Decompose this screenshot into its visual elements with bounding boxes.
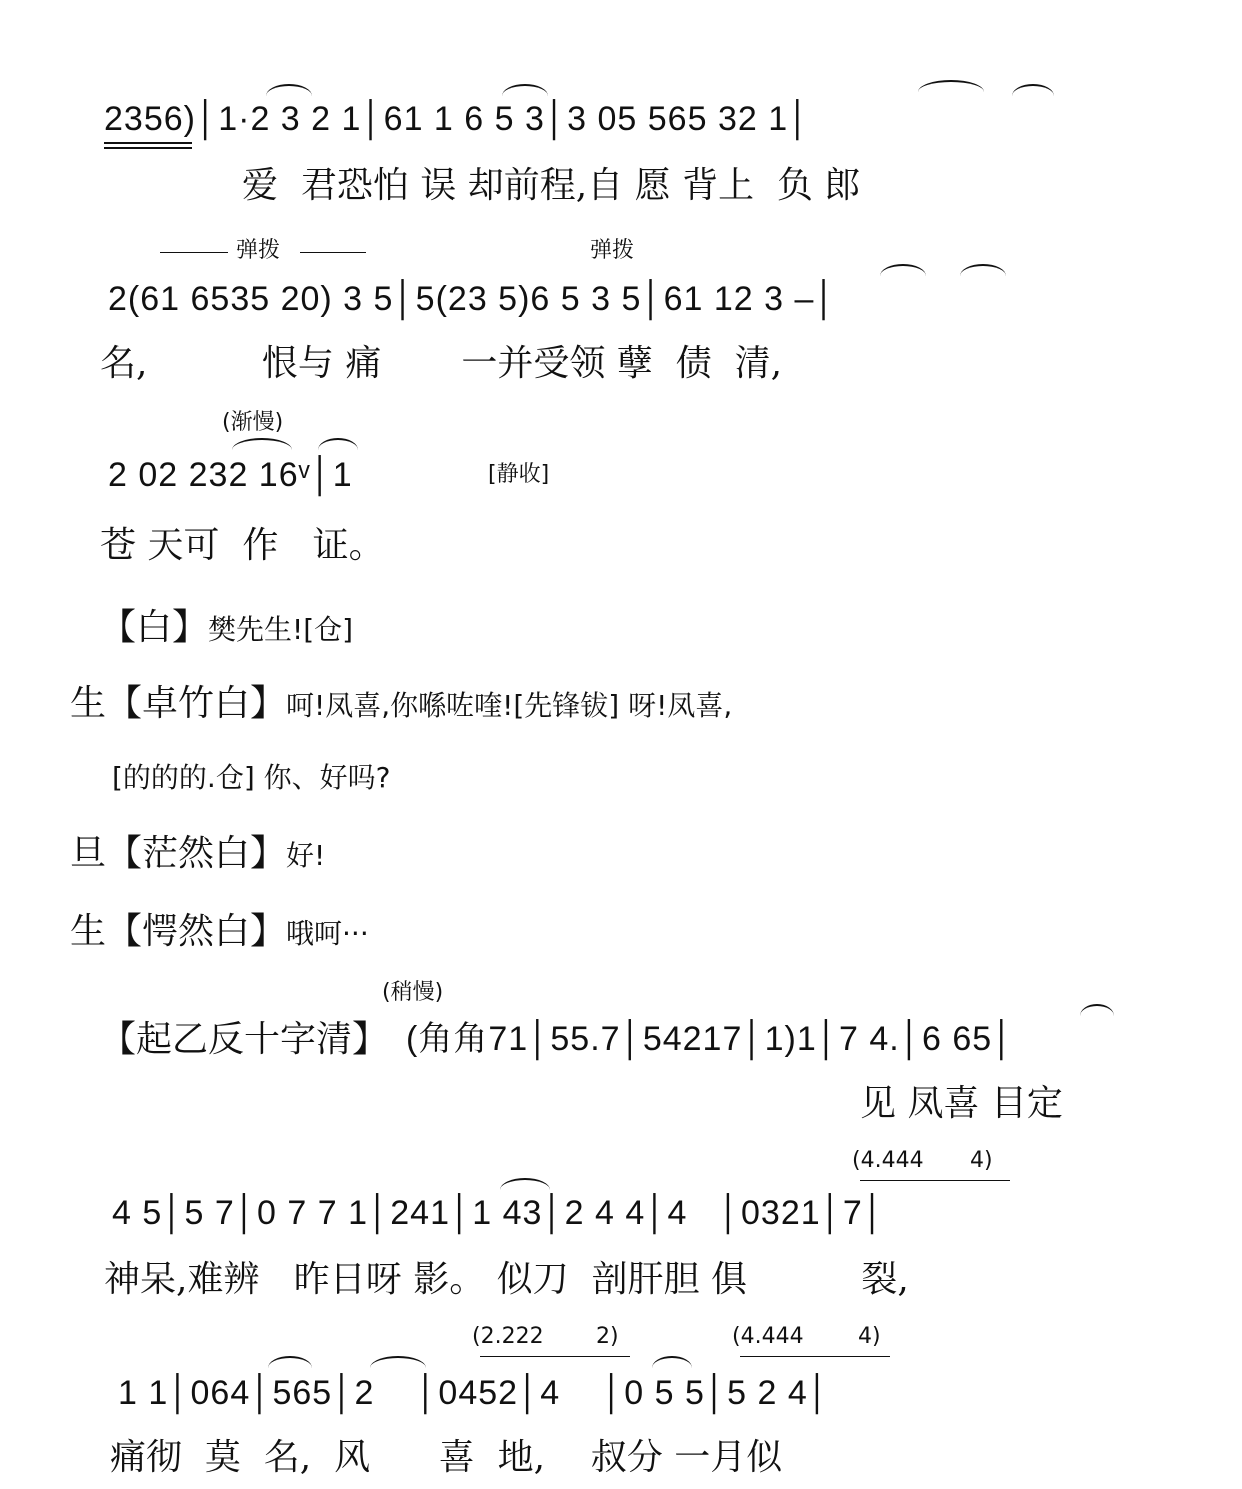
ending-mark: [静收]	[488, 462, 550, 487]
role-tag: 旦【茫然白】	[70, 833, 287, 874]
role-tag: 生【卓竹白】	[70, 683, 287, 724]
tempo-mark: (稍慢)	[382, 980, 444, 1005]
system3-notes: 2 02 232 16ᵛ│1	[108, 456, 353, 494]
ornament-annotation: (4.444	[732, 1324, 804, 1349]
dialog-line-3: [的的的.仓] 你、好吗?	[112, 761, 391, 794]
system2-lyrics: 名, 恨与 痛 一并受领 孽 债 清,	[100, 343, 783, 384]
technique-bracket	[160, 252, 228, 253]
technique-bracket	[300, 252, 366, 253]
slur	[1080, 1004, 1114, 1016]
ornament-annotation: (2.222	[472, 1324, 544, 1349]
dialog-line-2	[70, 683, 733, 724]
slur	[232, 438, 292, 450]
system6-notes: 1 1│064│565│2 │0452│4 │0 5 5│5 2 4│	[118, 1374, 830, 1412]
ornament-annotation: 2)	[596, 1324, 619, 1349]
underline	[104, 142, 192, 144]
ornament-bracket	[740, 1356, 890, 1357]
ornament-annotation: 4)	[858, 1324, 881, 1349]
system5-lyrics: 神呆,难辨 昨日呀 影。 似刀 剖肝胆 俱 裂,	[104, 1259, 909, 1300]
speech: 樊先生![仓]	[208, 613, 354, 646]
technique-mark: 弹拨	[590, 238, 635, 263]
slur	[1012, 84, 1054, 96]
speech: 好!	[286, 839, 326, 872]
slur	[268, 1356, 312, 1368]
slur	[652, 1356, 692, 1368]
dialog-line-5	[70, 911, 369, 952]
slur	[370, 1356, 426, 1368]
speech: 呵!凤喜,你喺咗喹![先锋钹] 呀!凤喜,	[286, 689, 733, 722]
slur	[502, 84, 548, 96]
tune-name: 【起乙反十字清】	[100, 1019, 389, 1060]
slur	[880, 264, 926, 276]
system6-lyrics: 痛彻 莫 名, 风 喜 地, 叔分 一月似	[110, 1437, 783, 1478]
system4-lyrics: 见 凤喜 目定	[860, 1083, 1063, 1124]
slur	[960, 264, 1006, 276]
slur	[500, 1178, 550, 1190]
slur	[918, 80, 984, 92]
role-tag: 【白】	[100, 607, 209, 648]
technique-mark: 弹拨	[236, 238, 281, 263]
tempo-mark: (渐慢)	[222, 410, 284, 435]
role-tag: 生【愕然白】	[70, 911, 287, 952]
dialog-line-4	[70, 833, 326, 874]
speech: 哦呵···	[286, 917, 369, 950]
ornament-bracket	[860, 1180, 1010, 1181]
system3-lyrics: 苍 天可 作 证。	[100, 525, 385, 566]
system4-notes: (角角71│55.7│54217│1)1│7 4.│6 65│	[406, 1020, 1015, 1058]
ornament-annotation: (4.444	[852, 1148, 924, 1173]
slur	[266, 84, 312, 96]
system1-notes: 2356)│1·2 3 2 1│61 1 6 5 3│3 05 565 32 1│	[104, 100, 811, 138]
slur	[318, 438, 358, 450]
underline	[104, 147, 192, 149]
dialog-line-1	[100, 607, 354, 648]
ornament-bracket	[480, 1356, 630, 1357]
system2-notes: 2(61 6535 20) 3 5│5(23 5)6 5 3 5│61 12 3 –│	[108, 280, 837, 318]
system5-notes: 4 5│5 7│0 7 7 1│241│1 43│2 4 4│4 │0321│7│	[112, 1194, 886, 1232]
ornament-annotation: 4)	[970, 1148, 993, 1173]
system1-lyrics: 爱 君恐怕 误 却前程,自 愿 背上 负 郎	[242, 165, 861, 206]
